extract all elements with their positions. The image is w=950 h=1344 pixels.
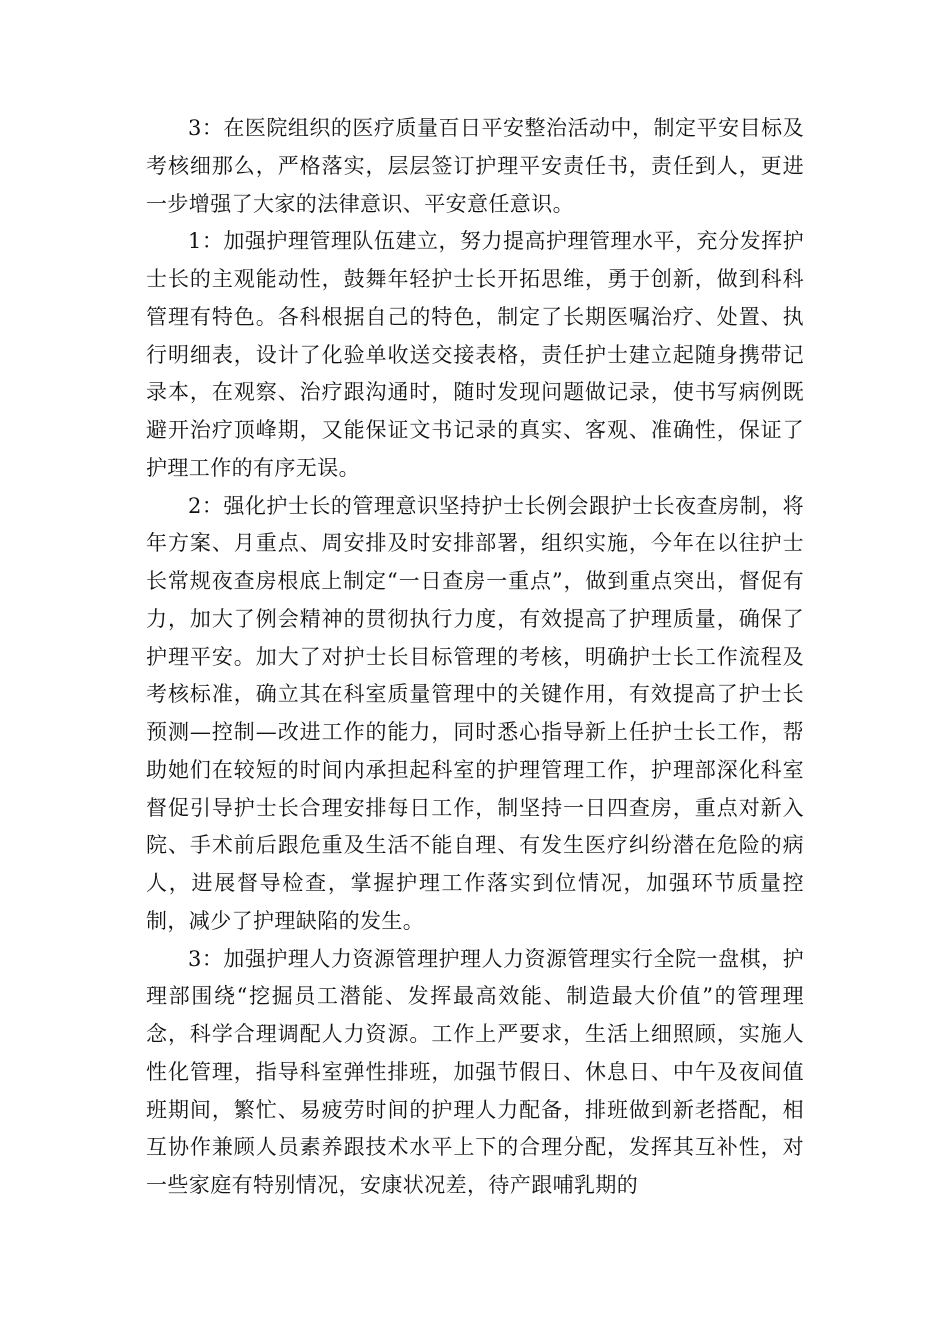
document-body — [146, 110, 804, 1205]
paragraph-safety-goals: 3：在医院组织的医疗质量百日平安整治活动中，制定平安目标及考核细那么，严格落实，层层签订护理平安责任书，责任到人，更进一步增强了大家的法律意识、平安意任意识。 — [146, 116, 804, 216]
paragraph-management-team: 1：加强护理管理队伍建立，努力提高护理管理水平，充分发挥护士长的主观能动性，鼓舞年轻护士长开拓思维，勇于创新，做到科科管理有特色。各科根据自己的特色，制定了长期医嘱治疗、处置、执行明细表，设计了化验单收送交接表格，责任护士建立起随身携带记录本，在观察、治疗跟沟通时，随时发现问题做记录，使书写病例既避开治疗顶峰期，又能保证文书记录的真实、客观、准确性，保证了护理工作的有序无误。 — [146, 229, 804, 480]
paragraph-human-resources: 3：加强护理人力资源管理护理人力资源管理实行全院一盘棋，护理部围绕“挖掘员工潜能、发挥最高效能、制造最大价值”的管理理念，科学合理调配人力资源。工作上严要求，生活上细照顾，实施人性化管理，指导科室弹性排班，加强节假日、休息日、中午及夜间值班期间，繁忙、易疲劳时间的护理人力配备，排班做到新老搭配，相互协作兼顾人员素养跟技术水平上下的合理分配，发挥其互补性，对一些家庭有特别情况，安康状况差，待产跟哺乳期的 — [146, 946, 804, 1197]
paragraph-head-nurse-awareness: 2：强化护士长的管理意识坚持护士长例会跟护士长夜查房制，将年方案、月重点、周安排及时安排部署，组织实施，今年在以往护士长常规夜查房根底上制定“一日查房一重点”，做到重点突出，督促有力，加大了例会精神的贯彻执行力度，有效提高了护理质量，确保了护理平安。加大了对护士长目标管理的考核，明确护士长工作流程及考核标准，确立其在科室质量管理中的关键作用，有效提高了护士长预测—控制—改进工作的能力，同时悉心指导新上任护士长工作，帮助她们在较短的时间内承担起科室的护理管理工作，护理部深化科室督促引导护士长合理安排每日工作，制坚持一日四查房，重点对新入院、手术前后跟危重及生活不能自理、有发生医疗纠纷潜在危险的病人，进展督导检查，掌握护理工作落实到位情况，加强环节质量控制，减少了护理缺陷的发生。 — [146, 493, 804, 933]
